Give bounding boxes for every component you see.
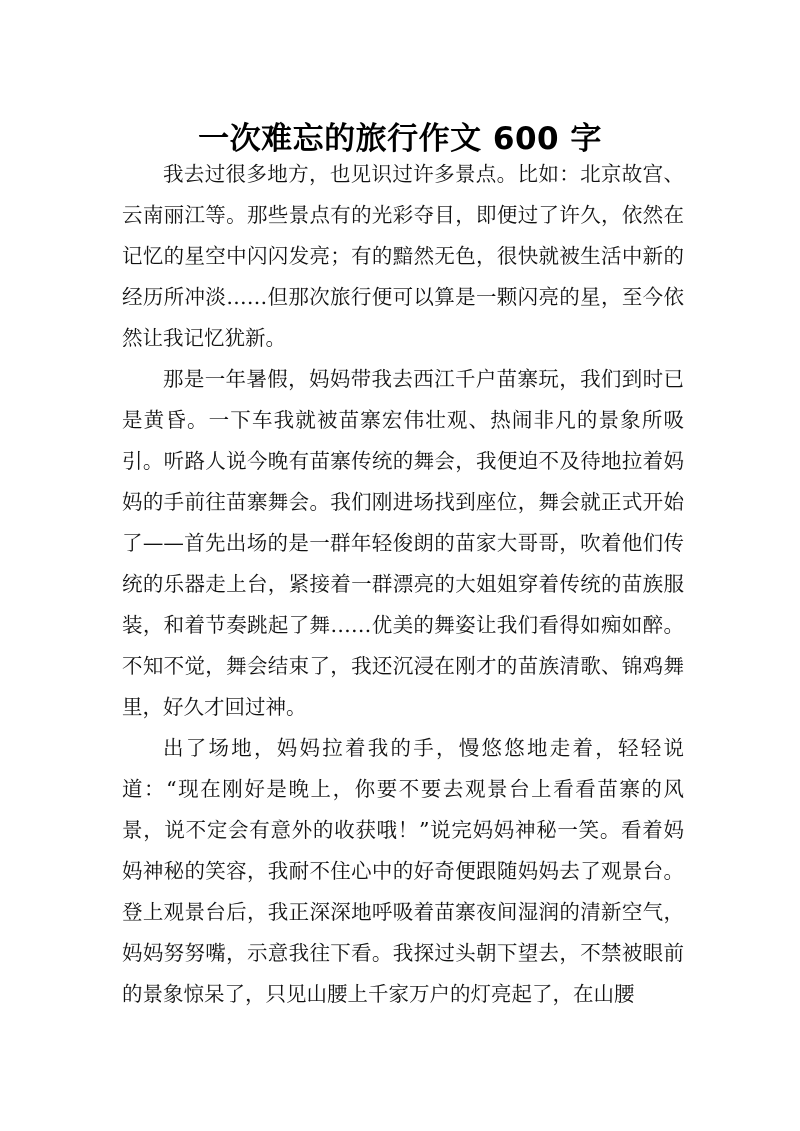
document-body [122,154,684,1015]
paragraph-3: 出了场地，妈妈拉着我的手，慢悠悠地走着，轻轻说道：“现在刚好是晚上，你要不要去观景台上看看苗寨的风景，说不定会有意外的收获哦！”说完妈妈神秘一笑。看着妈妈神秘的笑容，我耐不住心中的好奇便跟随妈妈去了观景台。登上观景台后，我正深深地呼吸着苗寨夜间湿润的清新空气，妈妈努努嘴，示意我往下看。我探过头朝下望去，不禁被眼前的景象惊呆了，只见山腰上千家万户的灯亮起了，在山腰 [122,736,684,1006]
paragraph-1: 我去过很多地方，也见识过许多景点。比如：北京故宫、云南丽江等。那些景点有的光彩夺目，即便过了许久，依然在记忆的星空中闪闪发亮；有的黯然无色，很快就被生活中新的经历所冲淡……但那次旅行便可以算是一颗闪亮的星，至今依然让我记忆犹新。 [122,162,684,350]
document-title: 一次难忘的旅行作文 600 字 [198,120,602,157]
paragraph-2: 那是一年暑假，妈妈带我去西江千户苗寨玩，我们到时已是黄昏。一下车我就被苗寨宏伟壮观、热闹非凡的景象所吸引。听路人说今晚有苗寨传统的舞会，我便迫不及待地拉着妈妈的手前往苗寨舞会。我们刚进场找到座位，舞会就正式开始了——首先出场的是一群年轻俊朗的苗家大哥哥，吹着他们传统的乐器走上台，紧接着一群漂亮的大姐姐穿着传统的苗族服装，和着节奏跳起了舞……优美的舞姿让我们看得如痴如醉。不知不觉，舞会结束了，我还沉浸在刚才的苗族清歌、锦鸡舞里，好久才回过神。 [122,367,684,719]
